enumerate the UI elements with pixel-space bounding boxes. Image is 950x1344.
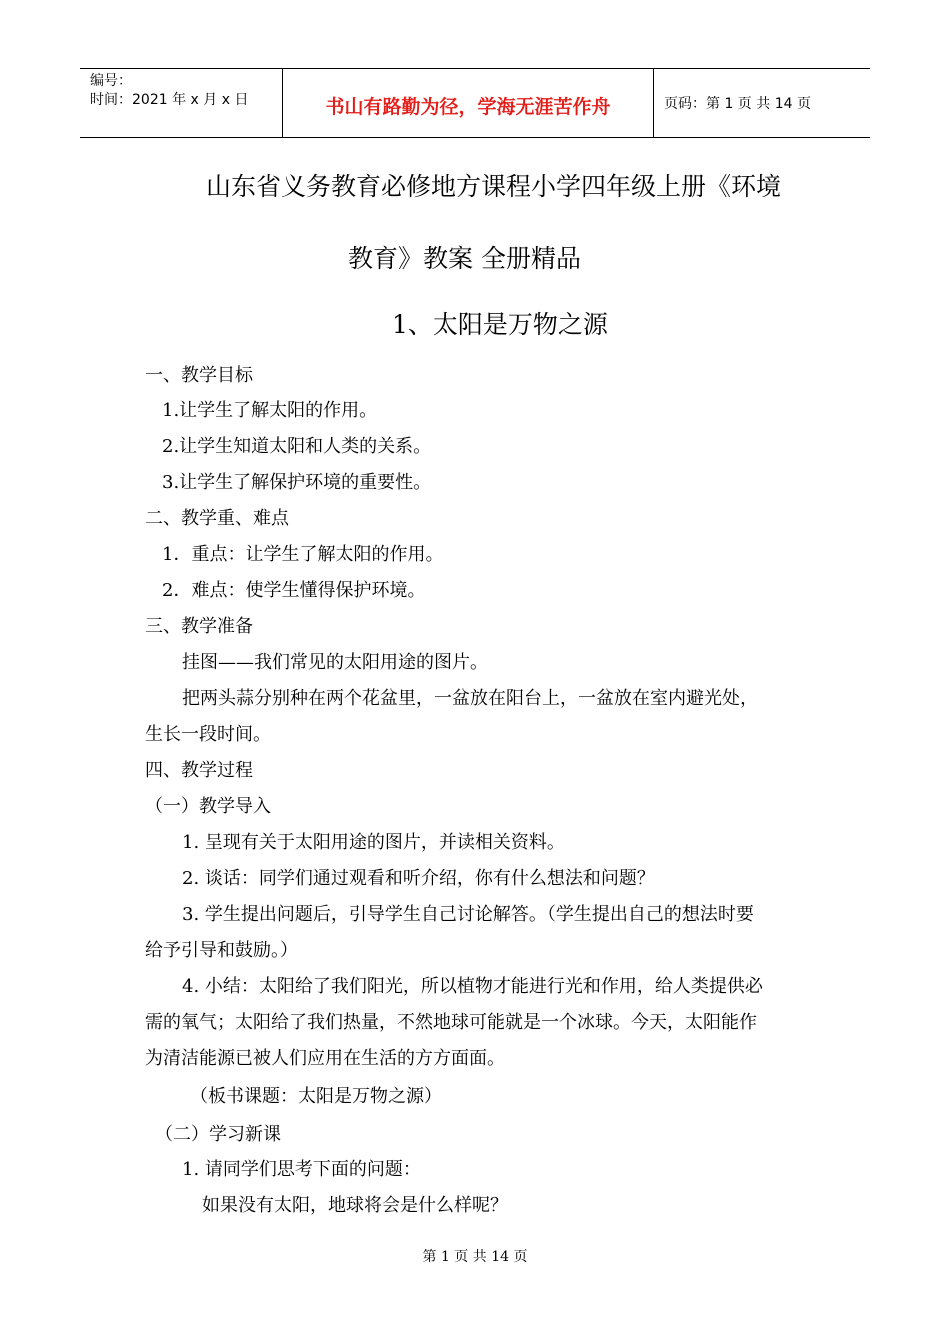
header-page-info: 页码：第 1 页 共 14 页 — [664, 96, 811, 112]
objective-item: 3.让学生了解保护环境的重要性。 — [162, 472, 432, 493]
subsection-heading-intro: （一）教学导入 — [145, 796, 271, 817]
key-point-item: 2．难点：使学生懂得保护环境。 — [162, 580, 426, 601]
header-motto: 书山有路勤为径，学海无涯苦作舟 — [325, 96, 611, 118]
section-heading-key-points: 二、教学重、难点 — [145, 508, 289, 529]
document-date-label: 时间：2021 年 x 月 x 日 — [90, 92, 249, 108]
section-heading-process: 四、教学过程 — [145, 760, 253, 781]
header-right-cell — [654, 69, 870, 137]
step-item: 3. 学生提出问题后，引导学生自己讨论解答。（学生提出自己的想法时要 — [182, 904, 754, 925]
header-center-cell — [282, 69, 654, 137]
paragraph-line: 生长一段时间。 — [145, 724, 271, 745]
step-item: 2. 谈话：同学们通过观看和听介绍，你有什么想法和问题？ — [182, 868, 655, 889]
key-point-item: 1．重点：让学生了解太阳的作用。 — [162, 544, 444, 565]
page-footer: 第 1 页 共 14 页 — [422, 1249, 528, 1265]
paragraph-line: 给予引导和鼓励。） — [145, 940, 298, 961]
board-title-note: （板书课题：太阳是万物之源） — [190, 1086, 442, 1107]
paragraph-line: 挂图——我们常见的太阳用途的图片。 — [182, 652, 488, 673]
paragraph-line: 为清洁能源已被人们应用在生活的方方面面。 — [145, 1048, 505, 1069]
paragraph-line: 如果没有太阳，地球将会是什么样呢？ — [202, 1195, 508, 1216]
step-item: 1. 请同学们思考下面的问题： — [182, 1159, 421, 1180]
lesson-title: 1、太阳是万物之源 — [392, 310, 608, 339]
document-title-line-2: 教育》教案 全册精品 — [348, 244, 581, 273]
objective-item: 1.让学生了解太阳的作用。 — [162, 400, 378, 421]
page-header — [80, 68, 870, 138]
objective-item: 2.让学生知道太阳和人类的关系。 — [162, 436, 432, 457]
document-title-line-1: 山东省义务教育必修地方课程小学四年级上册《环境 — [206, 172, 782, 201]
paragraph-line: 把两头蒜分别种在两个花盆里，一盆放在阳台上，一盆放在室内避光处， — [182, 688, 758, 709]
paragraph-line: 需的氧气；太阳给了我们热量，不然地球可能就是一个冰球。今天，太阳能作 — [145, 1012, 757, 1033]
header-left-cell — [80, 69, 282, 137]
step-item: 4. 小结：太阳给了我们阳光，所以植物才能进行光和作用，给人类提供必 — [182, 976, 763, 997]
section-heading-preparation: 三、教学准备 — [145, 616, 253, 637]
subsection-heading-new-lesson: （二）学习新课 — [155, 1124, 281, 1145]
document-number-label: 编号： — [90, 73, 132, 89]
step-item: 1. 呈现有关于太阳用途的图片，并读相关资料。 — [182, 832, 565, 853]
section-heading-objectives: 一、教学目标 — [145, 365, 253, 386]
